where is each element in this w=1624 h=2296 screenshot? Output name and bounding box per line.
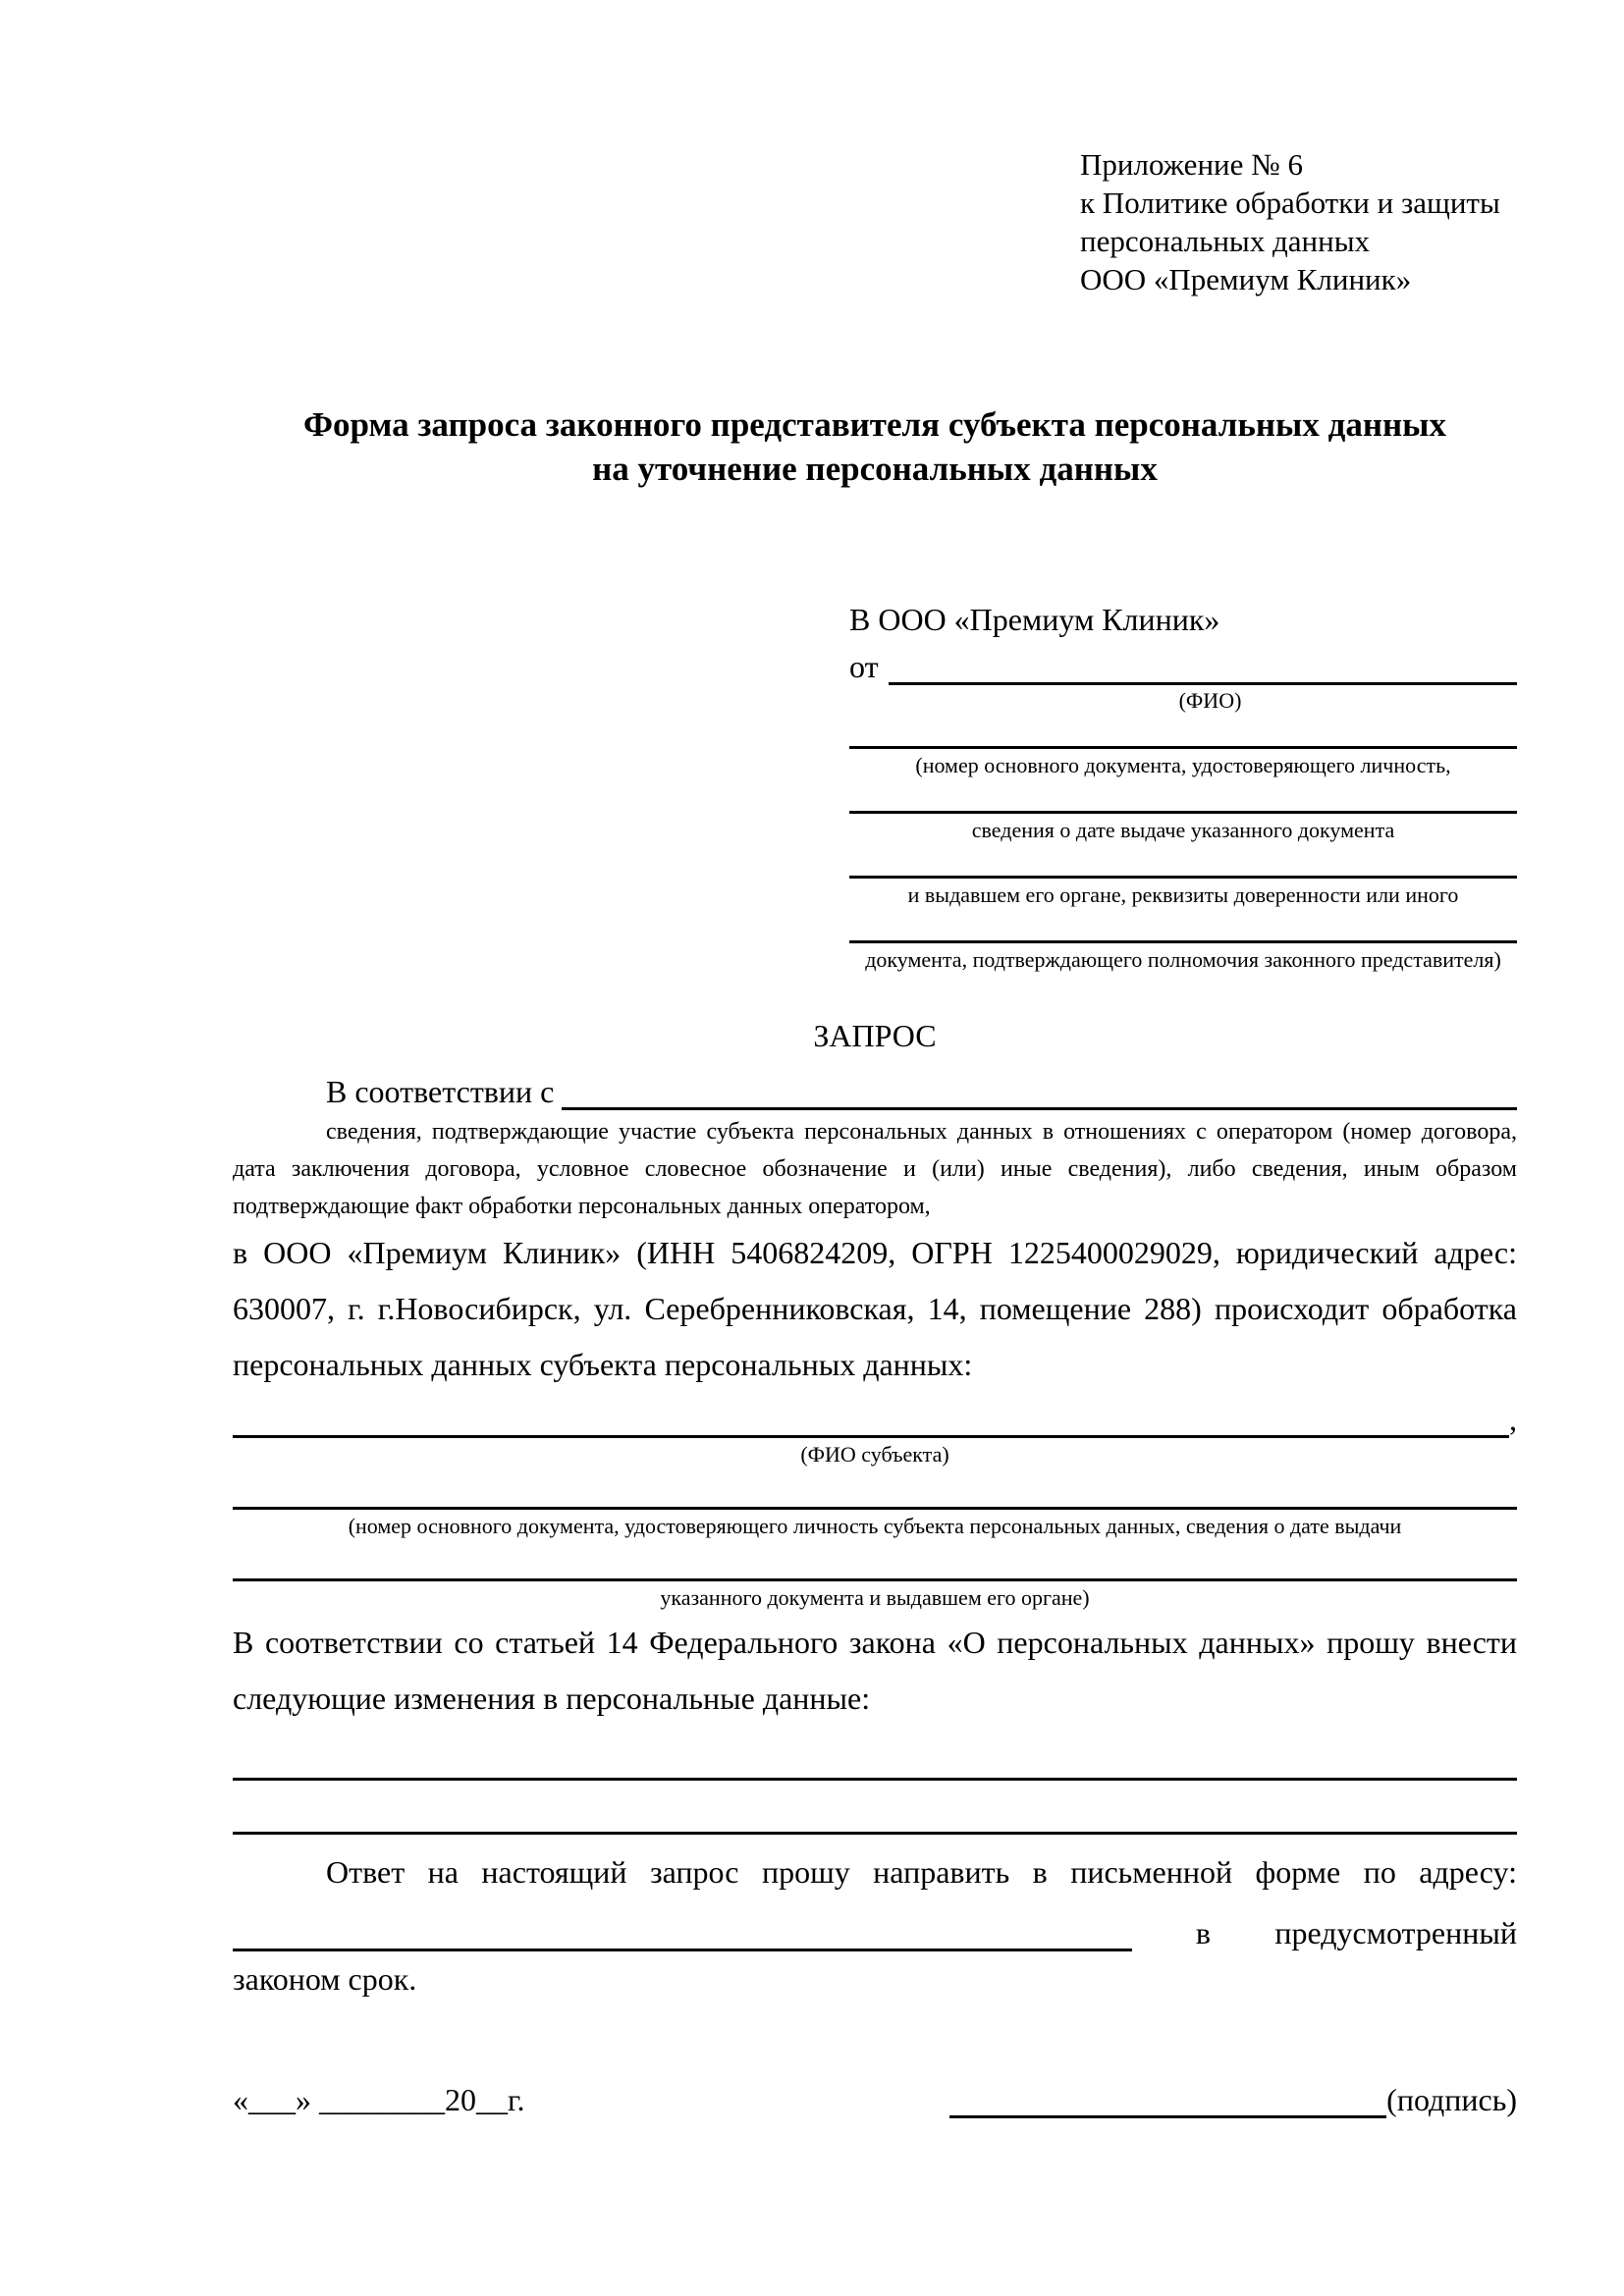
signature-caption: (подпись) (1386, 2082, 1517, 2117)
signature-group (949, 2078, 1517, 2118)
addressee-to: В ООО «Премиум Клиник» (849, 602, 1220, 637)
reply-paragraph-line1: Ответ на настоящий запрос прошу направить в письменной форме по адресу: (326, 1854, 1517, 1890)
subject-fio-row (233, 1393, 1517, 1438)
intro-row (233, 1063, 1517, 1110)
addressee-block (849, 599, 1517, 973)
appendix-line: персональных данных (1080, 224, 1371, 258)
request-heading: ЗАПРОС (813, 1018, 937, 1053)
fio-line-suffix: , (1509, 1402, 1517, 1437)
from-label: от (849, 649, 879, 684)
intro-label: В соответствии с (326, 1074, 555, 1109)
signature-blank-line (949, 2078, 1386, 2118)
changes-blank-line (233, 1781, 1517, 1835)
subject-doc-caption: (номер основного документа, удостоверяющего личность субъекта персональных данных, сведения о дате выдачи (348, 1514, 1402, 1538)
document-title-line2: на уточнение персональных данных (592, 450, 1158, 488)
subject-fio-blank-line (233, 1435, 1509, 1438)
reply-paragraph-line3: законом срок. (233, 1961, 417, 1997)
from-row (849, 640, 1517, 685)
from-name-blank-line (889, 682, 1517, 685)
reply-address-row (233, 1900, 1517, 1951)
fio-caption: (ФИО) (1178, 688, 1242, 713)
date-line: «___» ________20__г. (233, 2082, 525, 2117)
reply-word1: в (1195, 1915, 1212, 1950)
blank-line (849, 714, 1517, 749)
footer-row (233, 2078, 1517, 2118)
law-paragraph: В соответствии со статьей 14 Федерального закона «О персональных данных» прошу внести следующие изменения в персональные данные: (233, 1625, 1517, 1716)
intro-blank-line (562, 1107, 1517, 1110)
subject-doc-caption: указанного документа и выдавшем его органе) (660, 1585, 1090, 1610)
appendix-line: ООО «Премиум Клиник» (1080, 262, 1412, 296)
document-title (233, 402, 1517, 491)
blank-line (233, 1539, 1517, 1581)
blank-line (849, 843, 1517, 879)
blank-caption: документа, подтверждающего полномочия законного представителя) (865, 947, 1501, 972)
blank-caption: (номер основного документа, удостоверяющего личность, (915, 753, 1451, 777)
appendix-block (1080, 145, 1517, 298)
blank-line (849, 778, 1517, 814)
reply-word2: предусмотренный (1274, 1915, 1517, 1950)
appendix-line: Приложение № 6 (1080, 147, 1303, 182)
subject-fio-caption: (ФИО субъекта) (800, 1442, 949, 1467)
blank-line (233, 1468, 1517, 1510)
changes-blank-line (233, 1727, 1517, 1781)
appendix-line: к Политике обработки и защиты (1080, 186, 1500, 220)
operator-paragraph: в ООО «Премиум Клиник» (ИНН 5406824209, ОГРН 1225400029029, юридический адрес: 630007, г. г.Новосибирск, ул. Серебренниковская, 14, помещение 288) происходит обработка персональных данных субъекта персональных данных: (233, 1235, 1517, 1382)
blank-line (849, 908, 1517, 943)
document-title-line1: Форма запроса законного представителя субъекта персональных данных (303, 405, 1446, 444)
blank-caption: и выдавшем его органе, реквизиты доверенности или иного (907, 882, 1459, 907)
intro-note: сведения, подтверждающие участие субъекта персональных данных в отношениях с оператором (номер договора, дата заключения договора, условное словесное обозначение и (или) иные сведения), либо сведения, иным образом подтверждающие факт обработки персональных данных оператором, (233, 1119, 1517, 1219)
blank-caption: сведения о дате выдаче указанного документа (971, 818, 1395, 842)
